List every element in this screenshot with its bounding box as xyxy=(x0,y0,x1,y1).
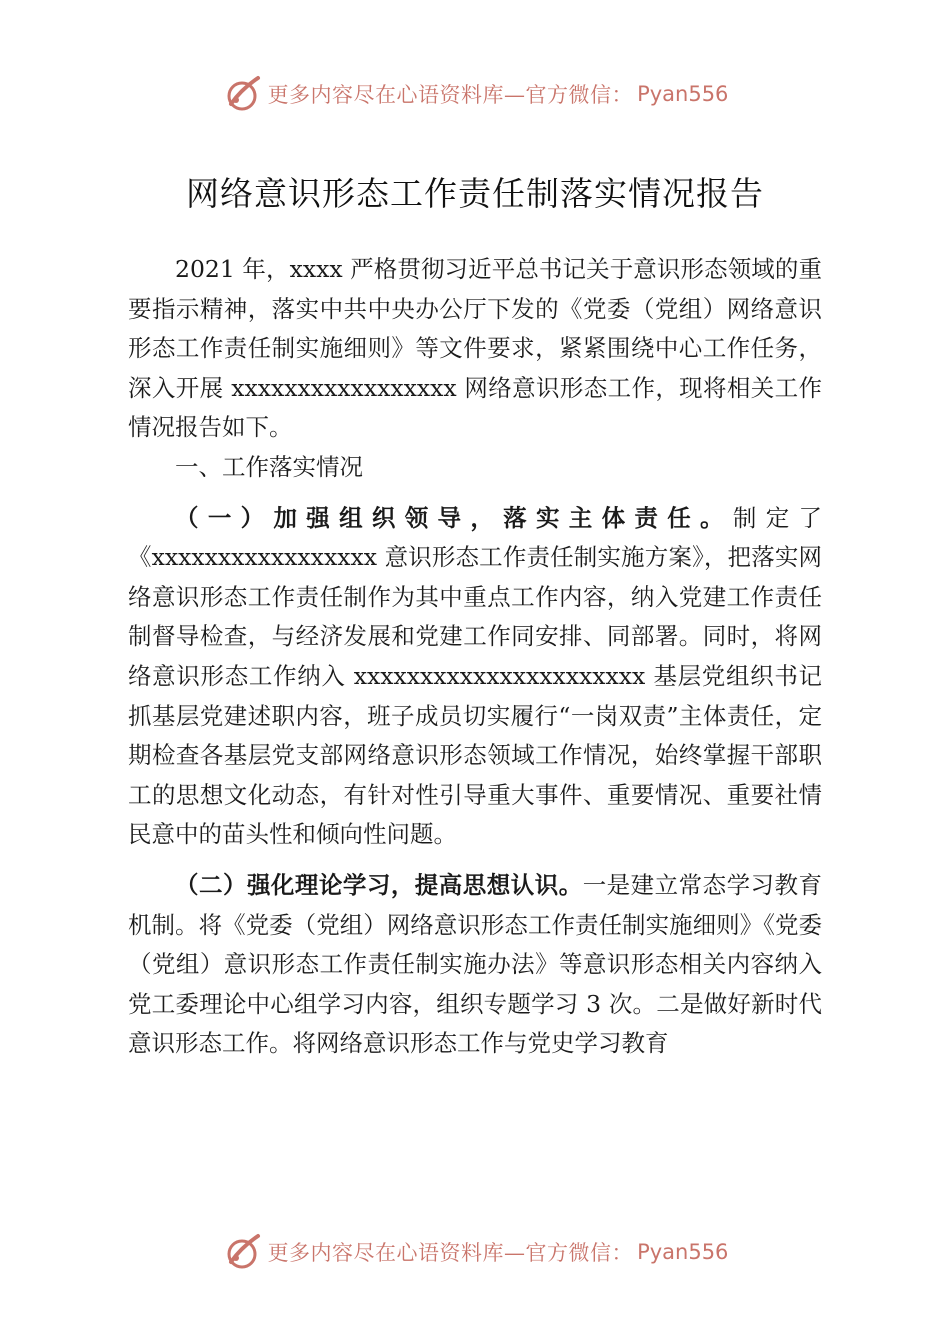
brush-logo-icon xyxy=(222,74,262,114)
section-heading: 一、工作落实情况 xyxy=(175,452,363,481)
document-title: 网络意识形态工作责任制落实情况报告 xyxy=(186,174,764,213)
item-paragraph-1 xyxy=(128,499,822,855)
watermark-footer xyxy=(0,1230,950,1274)
watermark-text: 更多内容尽在心语资料库—官方微信： xyxy=(267,83,634,107)
item-body-1: 制定了《xxxxxxxxxxxxxxxxx 意识形态工作责任制实施方案》，把落实网络意识形态工作责任制作为其中重点工作内容，纳入党建工作责任制督导检查，与经济发展和党建工作同安排、同部署。同时，将网络意识形态工作纳入 xxxxxxxxxxxxxxxxxxxxxx 基层党组织书记抓基层党建述职内容，班子成员切实履行“一岗双责”主体责任，定期检查各基层党支部网络意识形态领域工作情况，始终掌握干部职工的思想文化动态，有针对性引导重大事件、重要情况、重要社情民意中的苗头性和倾向性问题。 xyxy=(128,503,823,849)
item-body-2: 一是建立常态学习教育机制。将《党委（党组）网络意识形态工作责任制实施细则》《党委（党组）意识形态工作责任制实施办法》等意识形态相关内容纳入党工委理论中心组学习内容，组织专题学习 3 次。二是做好新时代意识形态工作。将网络意识形态工作与党史学习教育 xyxy=(128,870,823,1058)
watermark-text: 更多内容尽在心语资料库—官方微信： xyxy=(267,1241,634,1265)
item-lead-1: （一）加强组织领导，落实主体责任。 xyxy=(175,503,733,532)
intro-paragraph: 2021 年，xxxx 严格贯彻习近平总书记关于意识形态领域的重要指示精神，落实中共中央办公厅下发的《党委（党组）网络意识形态工作责任制实施细则》等文件要求，紧紧围绕中心工作任务，深入开展 xxxxxxxxxxxxxxxxx 网络意识形态工作，现将相关工作情况报告如下。 xyxy=(128,255,822,442)
document-body xyxy=(128,250,822,1064)
brush-logo-icon xyxy=(222,1232,262,1272)
watermark-code: Pyan556 xyxy=(637,82,729,106)
watermark-code: Pyan556 xyxy=(637,1240,729,1264)
item-lead-2: （二）强化理论学习，提高思想认识。 xyxy=(175,870,583,899)
item-paragraph-2 xyxy=(128,866,822,1064)
watermark-header xyxy=(0,72,950,116)
